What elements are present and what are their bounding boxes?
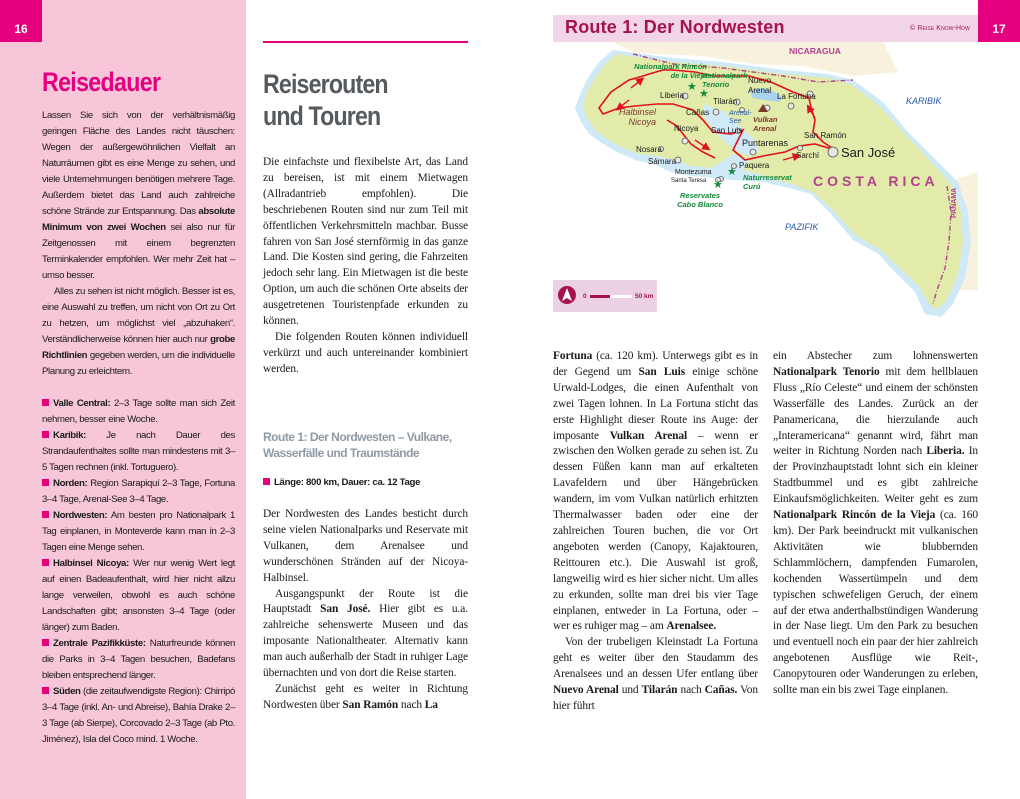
region-name: Karibik: [53, 430, 86, 441]
text: – wenn er zwischen den Wolken gerade zu sehen ist. Zu dessen Füßen kann man auf erkalteten Lavafeldern und über Hängebrücken wandern, im vom Vulkan natürlich erhitzten Thermalwasser baden oder eine der zahlreichen Touren buchen, die vor Ort angeboten werden (Canopy, Kajaktouren, Reittouren etc.). Die Auswahl ist groß, langweilig wird es hier sicher nicht. Um alles zu erkunden, sollte man drei bis vier Tage einplanen, entweder in La Fortuna, oder – wer es ruhiger mag – am [553, 429, 758, 633]
region-item [42, 556, 235, 636]
intro-paragraph-1: Die einfachste und flexibelste Art, das Land zu bereisen, ist mit einem Mietwagen (Allradantrieb empfohlen). Die beschriebenen Routen sind nur zum Teil mit öffentlichen Verkehrsmitteln machbar. Busse fahren von San José sternförmig in das ganze Land. Die Kosten sind gering, die Fahrzeiten jedoch sehr lang. Ein Mietwagen ist die beste Option, um auch die schönen Orte abseits der ausgetretenen Touristenpfade erkunden zu können. [263, 156, 468, 328]
bold-text: San Luis [638, 365, 686, 378]
region-text: Naturfreunde können die Parks in 3–4 Tagen besuchen, Badefans bleiben entsprechend länger. [42, 638, 235, 681]
text: Hier gibt es u.a. zahlreiche sehenswerte Museen und das imposante Nationaltheater. Alternativ kann man auch außerhalb der Stadt in ruhiger Lage übernachten und von dort die Reise starten. [263, 603, 468, 680]
bold-text: absolute Minimum von zwei Wochen [42, 206, 235, 233]
text: (ca. 120 km). Unterwegs gibt es in der Gegend um [553, 350, 758, 378]
square-bullet-icon [42, 431, 49, 438]
bold-text: La [424, 698, 438, 711]
sidebar-body [42, 108, 235, 748]
map-label-naturreservat-curu: Naturreservat Curú [743, 173, 792, 191]
text: sei also nur für Zeitgenossen mit einem begrenzten Terminkalender empfohlen. Wer mehr Zeit hat – umso besser. [42, 222, 235, 281]
region-item [42, 396, 235, 428]
region-item [42, 428, 235, 476]
route-paragraph-3 [263, 682, 468, 714]
page-number-right [978, 0, 1020, 42]
map-scale-box [553, 280, 657, 312]
region-text: 2–3 Tage sollte man sich Zeit nehmen, besser eine Woche. [42, 398, 235, 425]
text: Alles zu sehen ist nicht möglich. Besser ist es, eine Auswahl zu treffen, um nicht von Ort zu Ort zu hetzen, um möglichst viel „abzuhaken“. Verständlicherweise können hier auch nur [42, 286, 235, 345]
map-city-paquera: Paquera [739, 161, 770, 170]
map-label-costa-rica: COSTA RICA [813, 173, 939, 189]
bold-text: Arenalsee. [666, 620, 717, 633]
sidebar-reisedauer [0, 0, 246, 799]
region-name: Norden: [53, 478, 88, 489]
text: nach [677, 684, 705, 697]
text: einige schöne Urwald-Lodges, die einen Aufenthalt von zwei Tagen lohnen. In La Fortuna sticht das erste Highlight dieser Route ins Auge: der imposante [553, 365, 758, 442]
text: gegeben werden, um die individuelle Planung zu erleichtern. [42, 350, 235, 377]
text: Ausgangspunkt der Route ist die Hauptstadt [263, 587, 468, 616]
region-item [42, 476, 235, 508]
region-text: Wer nur wenig Wert legt auf einen Badeaufenthalt, wird hier nicht allzu lange verweilen, obwohl es auch schöne Landschaften gibt; ansonsten 3–4 Tage (oder länger) zum Baden. [42, 558, 235, 633]
route-heading: Route 1: Der Nordwesten – Vulkane, Wasserfälle und Traumstände [263, 430, 452, 460]
map-label-nicaragua: NICARAGUA [789, 46, 841, 56]
sidebar-title: Reisedauer [42, 67, 161, 97]
region-name: Süden [53, 686, 81, 697]
right-paragraph-3 [773, 349, 978, 699]
bold-text: Liberia. [926, 445, 965, 458]
map-city-tilaran: Tilarán [713, 97, 738, 106]
text: mit dem hellblauen Fluss „Río Celeste“ und einem der schönsten Wasserfälle des Landes. Zurück an der Panamericana, die hierzulande auch „Interamericana“ genannt wird, fährt man weiter in Richtung Norden nach [773, 365, 979, 458]
region-text: Am besten pro Nationalpark 1 Tag einplanen, in Monteverde kann man in 2–3 Tagen eine Menge sehen. [42, 510, 235, 553]
region-name: Halbinsel Nicoya: [53, 558, 129, 569]
text: Zunächst geht es weiter in Richtung Nordwesten über [263, 682, 468, 711]
scale-end: 50 km [635, 293, 654, 300]
bold-text: Nuevo Arenal [553, 684, 619, 697]
scale-start: 0 [583, 293, 587, 300]
square-bullet-icon [263, 478, 270, 485]
svg-text:★: ★ [687, 80, 697, 93]
map-city-san-jose: San José [841, 145, 896, 160]
map-label-np-tenorio: Nationalpark Tenorio [702, 71, 748, 89]
map-city-nicoya: Nicoya [674, 124, 699, 133]
map-city-liberia: Liberia [660, 91, 685, 100]
map-city-san-ramon: San Ramón [804, 131, 847, 140]
bold-text: Fortuna [553, 350, 593, 362]
route-paragraph-2 [263, 587, 468, 682]
map-label-vulkan-arenal: Vulkan Arenal [753, 115, 778, 133]
map-label-arenal-see: Arenal-See [729, 110, 752, 125]
intro-paragraph-2: Die folgenden Routen können individuell verkürzt und auch untereinander kombiniert werden. [263, 330, 468, 375]
region-item [42, 508, 235, 556]
bold-text: grobe Richtlinien [42, 334, 235, 361]
route-meta-text: Länge: 800 km, Dauer: ca. 12 Tage [274, 477, 421, 488]
route-paragraph-1: Der Nordwesten des Landes besticht durch seine vielen Nationalparks und Reservate mit Vulkanen, dem Arenalsee und wunderschönen Stränden auf der Nicoya-Halbinsel. [263, 508, 468, 584]
region-name: Zentrale Pazifikküste: [53, 638, 146, 649]
region-item [42, 636, 235, 684]
right-paragraph-1 [553, 349, 758, 635]
bold-text: San José. [320, 603, 371, 616]
square-bullet-icon [42, 399, 49, 406]
map-city-montezuma: Montezuma [675, 169, 712, 176]
bold-text: Tilarán [641, 684, 678, 697]
route-text [263, 507, 468, 714]
right-column-1 [553, 349, 758, 715]
map-city-sarchi: Sarchí [796, 151, 820, 160]
svg-text:★: ★ [727, 165, 737, 178]
svg-text:★: ★ [699, 87, 709, 100]
region-name: Valle Central: [53, 398, 111, 409]
square-bullet-icon [42, 511, 49, 518]
intro-text [263, 155, 468, 378]
region-text: Region Sarapiquí 2–3 Tage, Fortuna 3–4 Tage, Arenal-See 3–4 Tage. [42, 478, 235, 505]
map-city-santa-teresa: Santa Teresa [671, 178, 707, 184]
bold-text: San Ramón [342, 698, 399, 711]
page-number-text: 16 [14, 22, 28, 36]
bold-text: Nationalpark Rincón de la Vieja [773, 509, 936, 522]
right-column-2 [773, 349, 978, 699]
square-bullet-icon [42, 687, 49, 694]
map-city-samara: Sámara [648, 157, 677, 166]
svg-text:★: ★ [713, 178, 723, 191]
region-text: (die zeitaufwendigste Region): Chirripó 3–4 Tage (inkl. An- und Abreise), Bahía Drake 2–3 Tage (ab Sierpe), Corcovado 2–3 Tage (ab Pto. Jiménez), Isla del Coco mind. 1 Woche. [42, 686, 235, 745]
text: nach [398, 698, 425, 711]
section-rule [263, 41, 468, 43]
text: (ca. 160 km). Der Park beeindruckt mit vulkanischen Aktivitäten wie blubbernden Schlammlöchern, dampfenden Fumarolen, kochenden Wassertümpeln und dem typischen schwefeligen Geruch, der einem auf der etwa anderthalbstündigen Wanderung in der Nase liegt. Um den Park zu besuchen und eventuell noch ein paar der hier zahlreich angebotenen Ausflüge wie Reit-, Canopytouren oder Wanderungen zu erleben, sollte man ein bis zwei Tage einplanen. [773, 509, 978, 697]
route-meta [263, 477, 468, 488]
map-city-puntarenas: Puntarenas [742, 138, 789, 148]
map-label-pazifik: PAZIFIK [785, 222, 819, 232]
text: In der Provinzhauptstadt lohnt sich ein kleiner Stadtbummel und es gibt zahlreiche Einkaufsmöglichkeiten. Weiter geht es zum [773, 445, 978, 506]
bold-text: Nationalpark Tenorio [773, 365, 880, 378]
map-city-nuevo-arenal: Nuevo Arenal [748, 76, 772, 95]
chapter-title-line-1: Reiserouten [263, 69, 388, 99]
square-bullet-icon [42, 479, 49, 486]
page-header [553, 15, 978, 42]
chapter-title [263, 68, 388, 132]
text: und [618, 684, 642, 697]
map-city-san-luis: San Luis [711, 126, 743, 135]
square-bullet-icon [42, 639, 49, 646]
right-paragraph-2 [553, 635, 758, 715]
text: Von hier führt [553, 684, 758, 712]
route-map [553, 42, 978, 320]
map-label-np-rincon: Nationalpark Rincón de la Vieja [634, 62, 707, 80]
page-number-text: 17 [992, 22, 1006, 36]
copyright: © Reise Know-How [910, 25, 970, 32]
map-label-halbinsel-nicoya: Halbinsel Nicoya [618, 107, 656, 127]
bold-text: Vulkan Arenal [609, 429, 688, 442]
region-text: Je nach Dauer des Strandaufenthaltes sollte man mindestens mit 3–5 Tagen rechnen (inkl. Tortuguero). [42, 430, 235, 473]
sidebar-paragraph-2 [42, 284, 235, 380]
text: Von der trubeligen Kleinstadt La Fortuna geht es weiter über den Staudamm des Arenalsees und an dessen Ufer entlang über [553, 636, 758, 681]
text: Lassen Sie sich von der verhältnismäßig geringen Fläche des Landes nicht täuschen: Wegen der außergewöhnlichen Vielfalt an Naturräumen gibt es eine Menge zu sehen, und viele Unternehmungen benötigen mehrere Tage. Außerdem bietet das Land auch zahlreiche schöne Strände zur Entspannung. Das [42, 110, 235, 217]
map-city-canas: Cañas [686, 108, 710, 117]
text: ein Abstecher zum lohnenswerten [773, 350, 978, 362]
chapter-title-line-2: und Touren [263, 101, 381, 131]
map-city-la-fortuna: La Fortuna [777, 92, 816, 101]
map-label-cabo-blanco: Reservates Cabo Blanco [677, 191, 723, 209]
map-label-karibik: KARIBIK [906, 96, 942, 106]
region-item [42, 684, 235, 748]
page-number-left [0, 0, 42, 42]
sidebar-paragraph-1 [42, 108, 235, 284]
region-list [42, 396, 235, 748]
bold-text: Cañas. [704, 684, 738, 697]
region-name: Nordwesten: [53, 510, 108, 521]
map-city-nosara: Nosara [636, 145, 662, 154]
page-header-title: Route 1: Der Nordwesten [565, 17, 785, 37]
map-label-panama: PANAMA [951, 187, 958, 218]
square-bullet-icon [42, 559, 49, 566]
